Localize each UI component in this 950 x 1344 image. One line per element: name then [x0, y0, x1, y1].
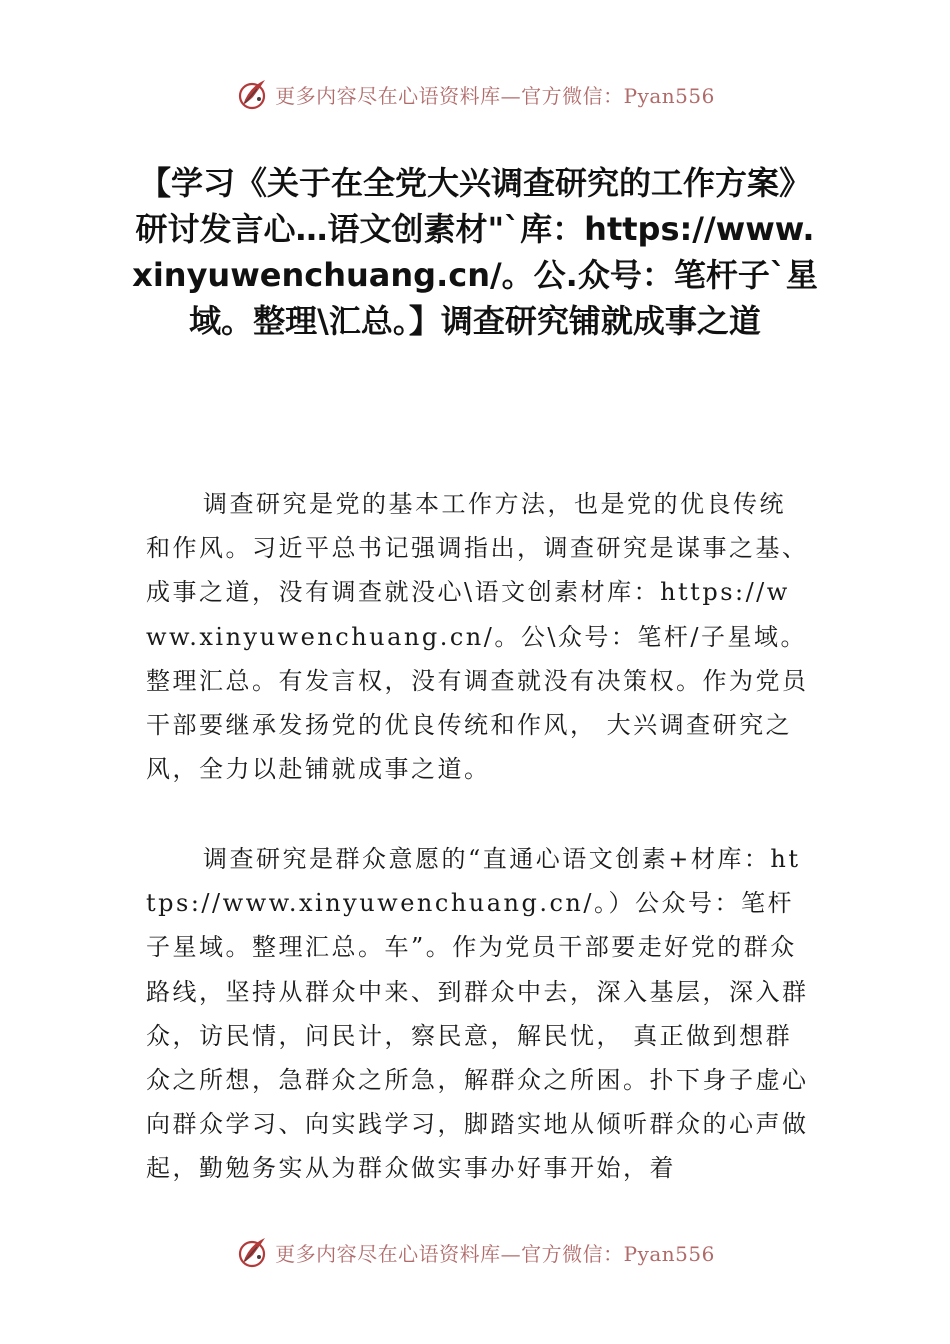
document-title: 【学习《关于在全党大兴调查研究的工作方案》研讨发言心…语文创素材"`库：https://www.xinyuwenchuang.cn/。公.众号：笔杆子`星域。整理\汇总。】调查研究铺就成事之道: [132, 164, 818, 340]
body-paragraph-2: 调查研究是群众意愿的“直通心语文创素+材库：https://www.xinyuwenchuang.cn/。）公众号：笔杆子星域。整理汇总。车”。作为党员干部要走好党的群众路线，坚持从群众中来、到群众中去，深入基层，深入群众，访民情，问民计，察民意，解民忧， 真正做到想群众之所想，急群众之所急，解群众之所困。扑下身子虚心向群众学习、向实践学习，脚踏实地从倾听群众的心声做起，勤勉务实从为群众做实事办好事开始，着: [146, 845, 809, 1183]
header-banner-text: 更多内容尽在心语资料库—官方微信：Pyan556: [275, 83, 715, 108]
quill-pen-logo-icon: [235, 77, 269, 111]
body-paragraph-1: 调查研究是党的基本工作方法，也是党的优良传统和作风。习近平总书记强调指出，调查研究是谋事之基、成事之道，没有调查就没心\语文创素材库：https://www.xinyuwenchuang.cn/。公\众号：笔杆/子星域。整理汇总。有发言权，没有调查就没有决策权。作为党员干部要继承发扬党的优良传统和作风， 大兴调查研究之风，全力以赴铺就成事之道。: [146, 490, 809, 784]
quill-pen-logo-icon: [235, 1235, 269, 1269]
footer-banner-text: 更多内容尽在心语资料库—官方微信：Pyan556: [275, 1241, 715, 1266]
header-banner: [0, 74, 950, 114]
footer-banner: [0, 1232, 950, 1272]
